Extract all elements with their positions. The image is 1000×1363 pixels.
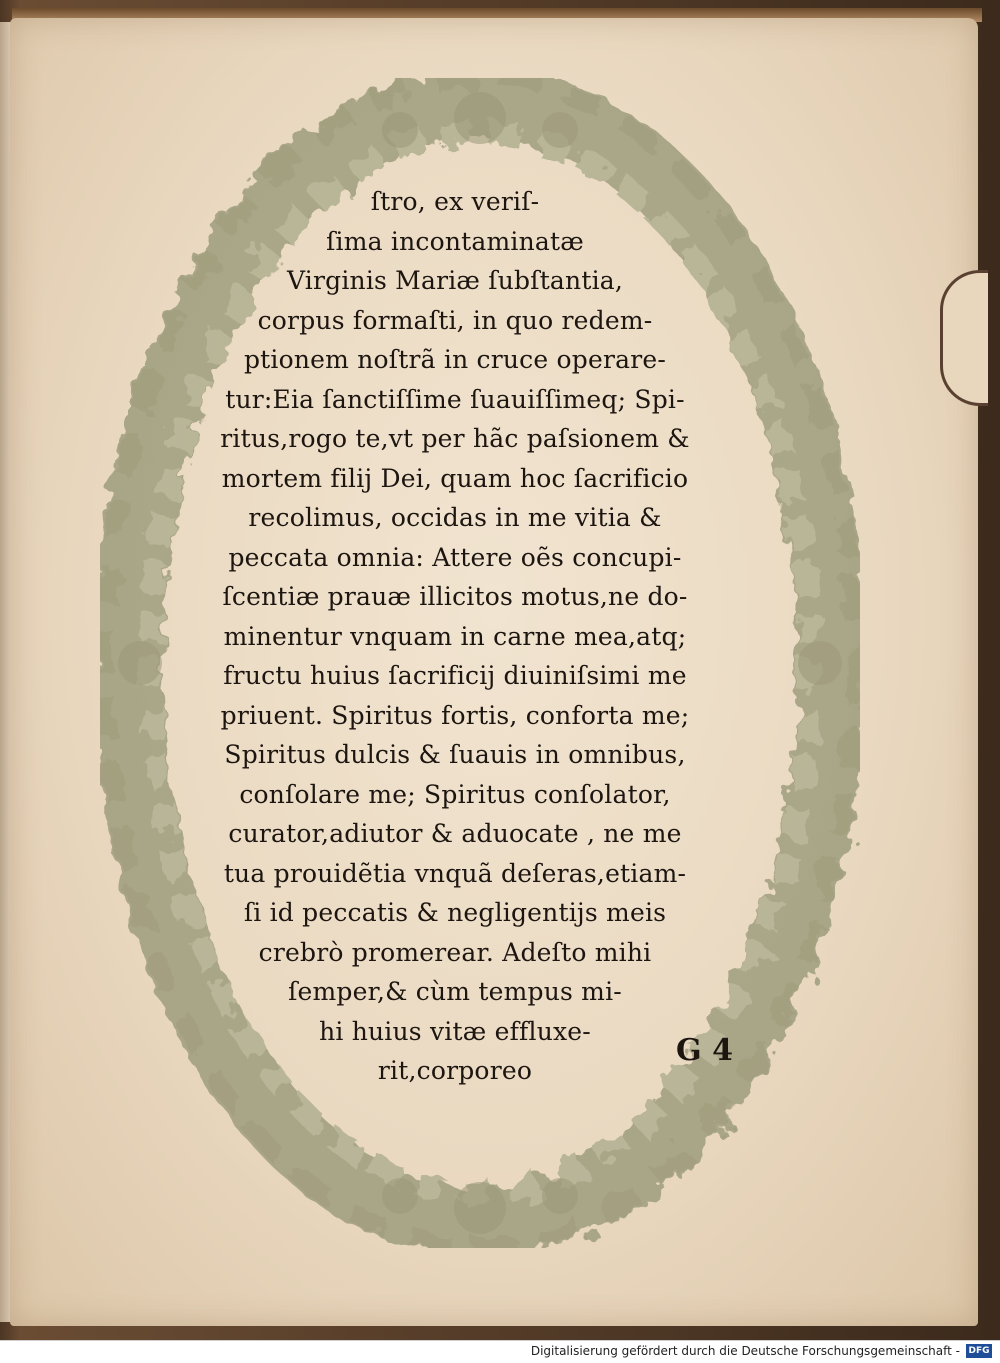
text-line: recolimus, occidas in me vitia & — [248, 503, 662, 532]
text-line: hi huius vitæ effluxe- — [319, 1016, 591, 1046]
dfg-logo-icon: DFG — [966, 1344, 992, 1358]
text-line: conſolare me; Spiritus conſolator, — [239, 779, 671, 809]
text-line: tua prouidẽtia vnquã deſeras,etiam- — [223, 858, 687, 888]
text-line: ſtro, ex veriſ- — [370, 187, 540, 216]
footer-bar — [0, 1340, 1000, 1363]
signature-mark: G 4 — [676, 1033, 733, 1068]
text-line: ritus,rogo te,vt per hãc paſsionem & — [220, 424, 690, 453]
text-line: ptionem noſtrã in cruce operare- — [243, 345, 667, 374]
text-line: ſi id peccatis & negligentijs meis — [243, 898, 667, 927]
text-line: minentur vnquam in carne mea,atq; — [223, 621, 687, 651]
text-line: Virginis Mariæ ſubſtantia, — [286, 266, 624, 295]
text-line: mortem filij Dei, quam hoc ſacrificio — [221, 463, 689, 493]
text-line: rit,corporeo — [377, 1056, 533, 1085]
text-line: ſcentiæ prauæ illicitos motus,ne do- — [222, 582, 688, 611]
text-line: priuent. Spiritus fortis, conforta me; — [220, 700, 690, 730]
footer-credit: Digitalisierung gefördert durch die Deutsche Forschungsgemeinschaft - — [530, 1344, 960, 1358]
text-line: Spiritus dulcis & ſuauis in omnibus, — [224, 740, 686, 769]
text-line: curator,adiutor & aduocate , ne me — [228, 819, 682, 848]
page-text — [150, 182, 760, 1091]
text-line: crebrò promerear. Adeſto mihi — [258, 937, 652, 967]
thumb-tab — [940, 270, 988, 406]
text-line: peccata omnia: Attere oẽs concupi- — [228, 542, 682, 572]
text-line: corpus formaſti, in quo redem- — [257, 305, 653, 335]
text-line: ſemper,& cùm tempus mi- — [288, 977, 622, 1006]
text-line: ſima incontaminatæ — [326, 226, 584, 256]
text-line: fructu huius ſacrificij diuiniſsimi me — [223, 661, 687, 690]
text-line: tur:Eia ſanctiſſime ſuauiſſimeq; Spi- — [225, 384, 685, 414]
